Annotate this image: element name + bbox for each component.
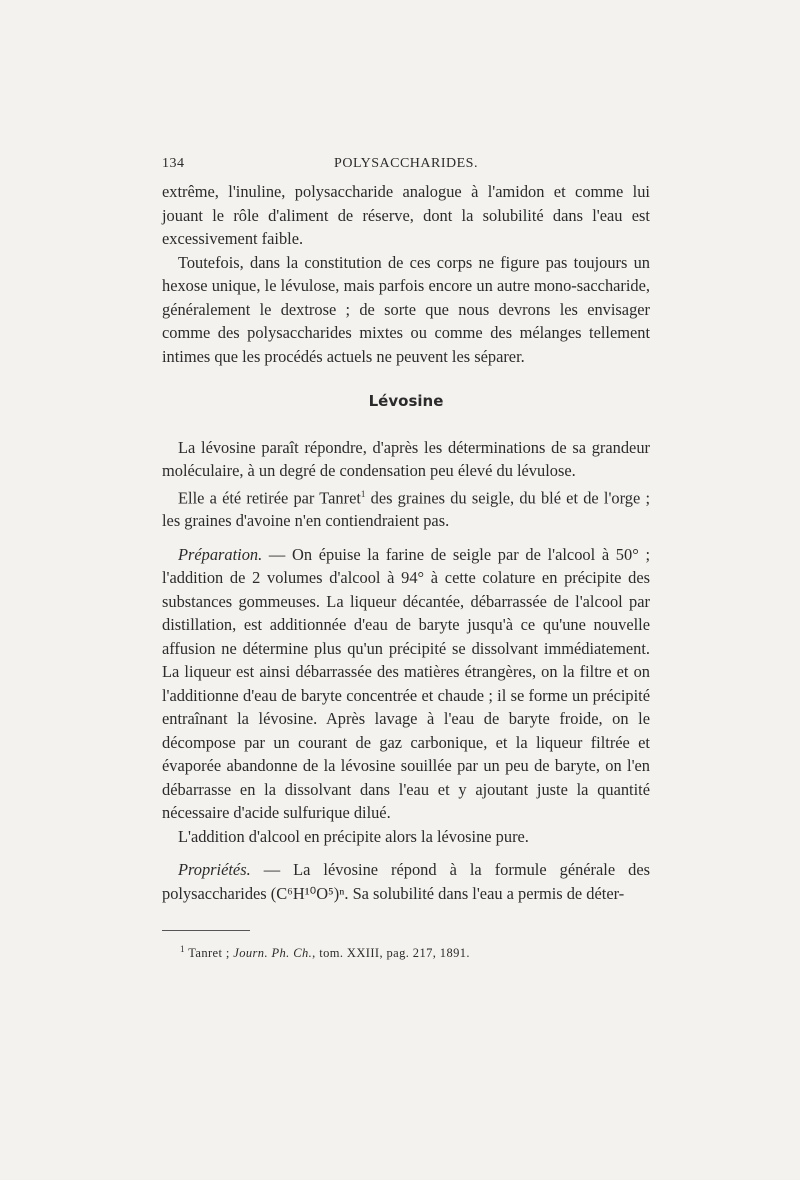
paragraph-proprietes (162, 858, 650, 905)
footnote-reference: 1 (360, 488, 366, 499)
page-number: 134 (162, 156, 185, 171)
paragraph-levosine-2 (162, 483, 650, 533)
proprietes-label: Propriétés. (178, 860, 251, 880)
footnote-author: Tanret ; (184, 946, 234, 961)
levosine-2-part-b: des graines du seigle, du blé et de l'orge ; les graines d'avoine n'en contiendraient pas. (162, 487, 650, 531)
paragraph-intro-2: Toutefois, dans la constitution de ces corps ne figure pas toujours un hexose unique, le lévulose, mais parfois encore un autre mono-saccharide, généralement le dextrose ; de sorte que nous devrons les envisager comme des polysaccharides mixtes ou comme des mélanges tellement intimes que les procédés actuels ne peuvent les séparer. (162, 252, 650, 366)
page-body (162, 180, 650, 905)
paragraph-preparation (162, 543, 650, 825)
preparation-label: Préparation. (178, 544, 263, 564)
footnote-marker: 1 (180, 944, 185, 954)
paragraph-intro-1: extrême, l'inuline, polysaccharide analogue à l'amidon et comme lui jouant le rôle d'aliment de réserve, dont la solubilité dans l'eau est excessivement faible. (162, 182, 650, 248)
preparation-text: — On épuise la farine de seigle par de l'alcool à 50° ; l'addition de 2 volumes d'alcool à 94° à cette colature en précipite des substances gommeuses. La liqueur décantée, débarrassée de l'alcool par distillation, est additionnée d'eau de baryte jusqu'à ce qu'une nouvelle affusion ne détermine plus qu'un précipité se dissolvant immédiatement. La liqueur est ainsi débarrassée des matières étrangères, on la filtre et on l'additionne d'eau de baryte concentrée et chaude ; il se forme un précipité entraînant la lévosine. Après lavage à l'eau de baryte froide, on le décompose par un courant de gaz carbonique, et la liqueur filtrée et évaporée abandonne de la lévosine souillée par un peu de baryte, on l'en débarrasse en la dissolvant dans l'eau et y ajoutant juste la quantité nécessaire d'acide sulfurique dilué. (162, 544, 650, 823)
running-title: POLYSACCHARIDES. (334, 156, 478, 171)
footnote-journal: Journ. Ph. Ch. (233, 946, 313, 961)
paragraph-levosine-1: La lévosine paraît répondre, d'après les déterminations de sa grandeur moléculaire, à un degré de condensation peu élevé du lévulose. (162, 437, 650, 480)
levosine-2-part-a: Elle a été retirée par Tanret (178, 487, 361, 507)
paragraph-preparation-end: L'addition d'alcool en précipite alors la lévosine pure. (178, 826, 529, 846)
footnote (180, 944, 650, 961)
section-title: Lévosine (368, 392, 444, 410)
footnote-divider (162, 930, 250, 931)
proprietes-text: — La lévosine répond à la formule générale des polysaccharides (C⁶H¹⁰O⁵)ⁿ. Sa solubilité dans l'eau a permis de déter- (162, 860, 650, 903)
footnote-rest: , tom. XXIII, pag. 217, 1891. (312, 946, 470, 961)
